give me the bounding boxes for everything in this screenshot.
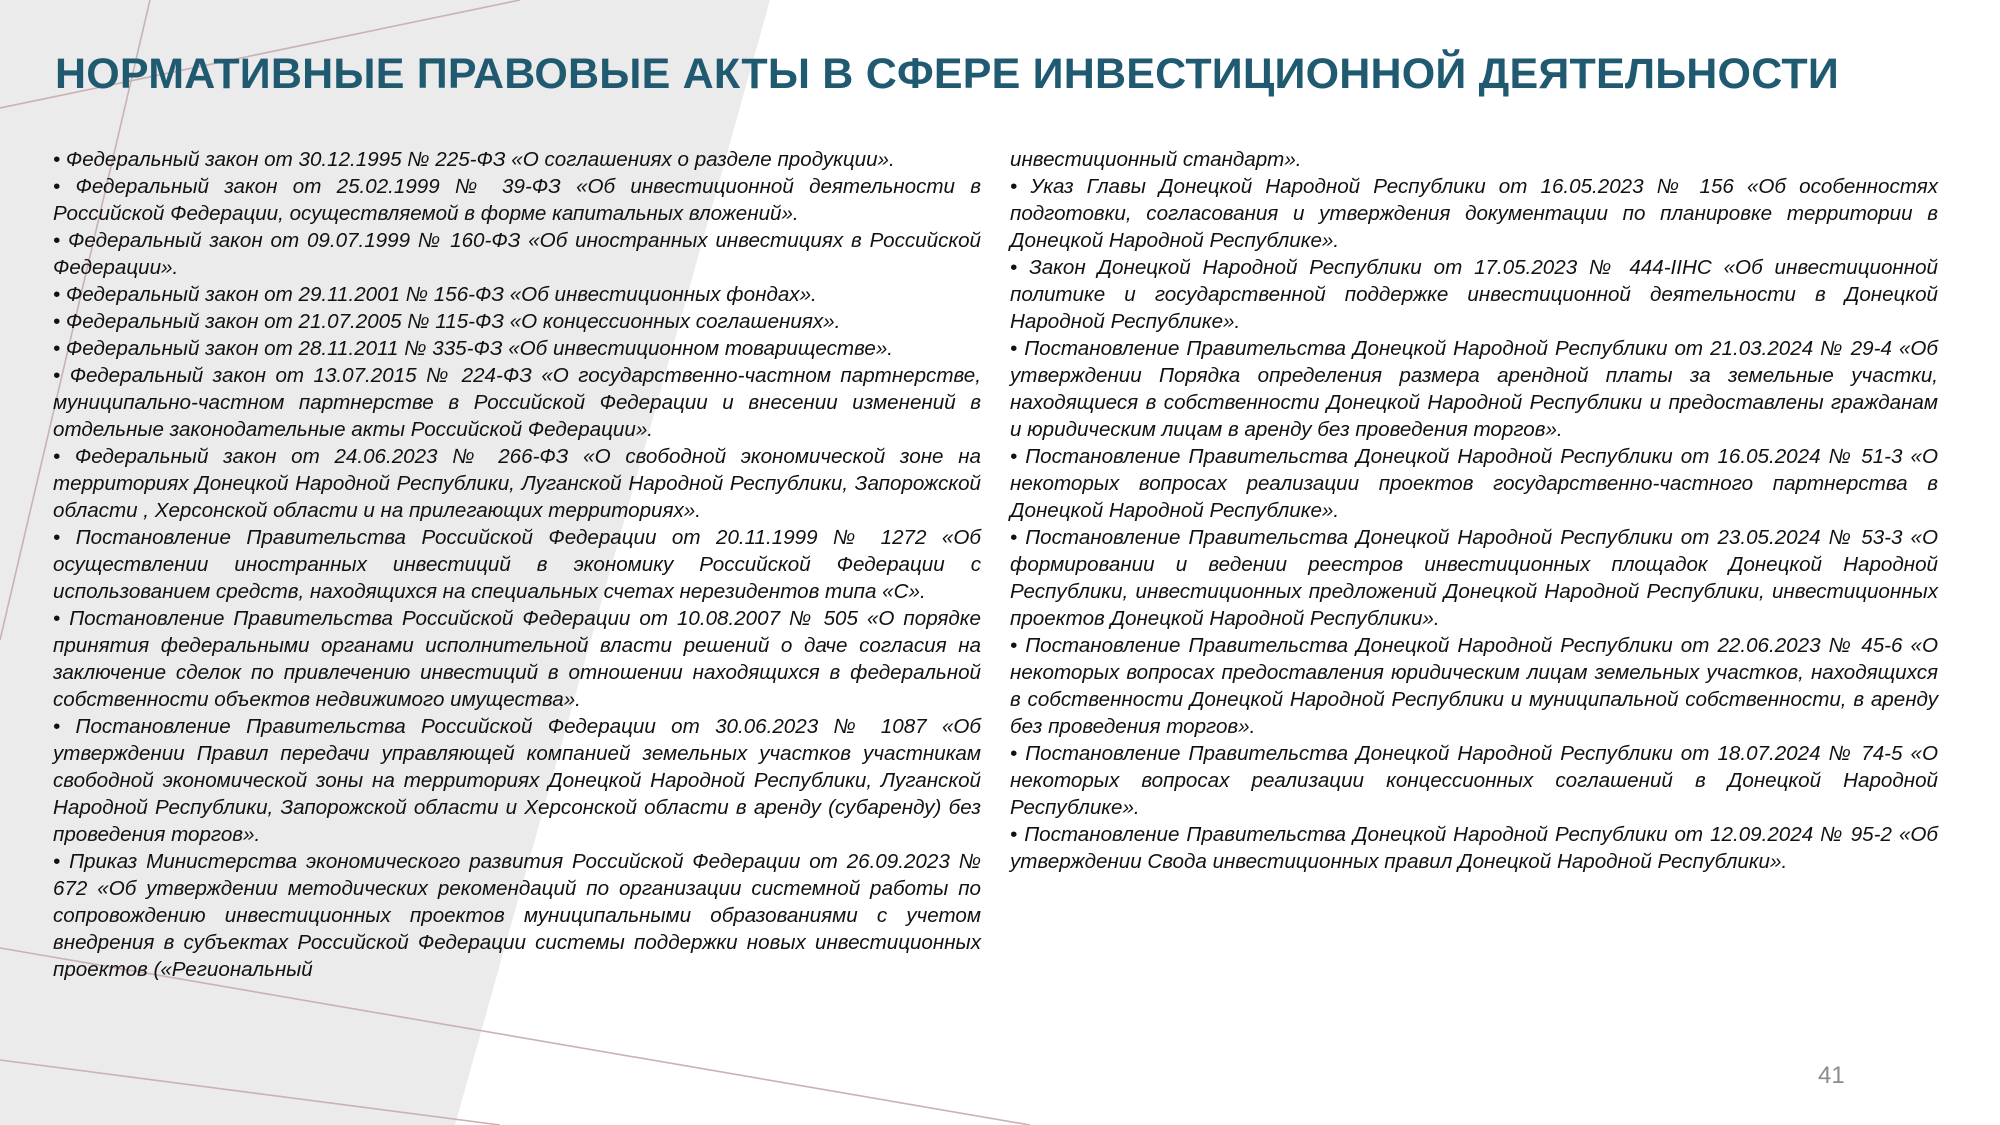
list-item: • Федеральный закон от 24.06.2023 № 266-ФЗ «О свободной экономической зоне на территориях Донецкой Народной Республики, Луганской Народной Республики, Запорожской области , Херсонской области и на прилегающих территориях». — [53, 445, 981, 522]
list-item: • Постановление Правительства Донецкой Народной Республики от 21.03.2024 № 29-4 «Об утверждении Порядка определения размера арендной платы за земельные участки, находящиеся в собственности Донецкой Народной Республики и предоставлены гражданам и юридическим лицам в аренду без проведения торгов». — [1010, 337, 1938, 441]
list-item: • Постановление Правительства Российской Федерации от 10.08.2007 № 505 «О порядке принятия федеральными органами исполнительной власти решений о даче согласия на заключение сделок по привлечению инвестиций в отношении находящихся в федеральной собственности объектов недвижимого имущества». — [53, 607, 981, 711]
list-item: • Федеральный закон от 13.07.2015 № 224-ФЗ «О государственно-частном партнерстве, муниципально-частном партнерстве в Российской Федерации и внесении изменений в отдельные законодательные акты Российской Федерации». — [53, 364, 981, 441]
right-column — [1010, 146, 1938, 875]
page-title: НОРМАТИВНЫЕ ПРАВОВЫЕ АКТЫ В СФЕРЕ ИНВЕСТИЦИОННОЙ ДЕЯТЕЛЬНОСТИ — [55, 50, 1839, 98]
list-item: • Федеральный закон от 09.07.1999 № 160-ФЗ «Об иностранных инвестициях в Российской Федерации». — [53, 229, 981, 279]
list-item-continuation: инвестиционный стандарт». — [1010, 148, 1302, 171]
list-item: • Приказ Министерства экономического развития Российской Федерации от 26.09.2023 № 672 «Об утверждении методических рекомендаций по организации системной работы по сопровождению инвестиционных проектов муниципальными образованиями с учетом внедрения в субъектах Российской Федерации системы поддержки новых инвестиционных проектов («Региональный — [53, 850, 981, 981]
list-item: • Постановление Правительства Российской Федерации от 20.11.1999 № 1272 «Об осуществлении иностранных инвестиций в экономику Российской Федерации с использованием средств, находящихся на специальных счетах нерезидентов типа «С». — [53, 526, 981, 603]
list-item: • Закон Донецкой Народной Республики от 17.05.2023 № 444-IIНС «Об инвестиционной политике и государственной поддержке инвестиционной деятельности в Донецкой Народной Республике». — [1010, 256, 1938, 333]
list-item: • Постановление Правительства Донецкой Народной Республики от 22.06.2023 № 45-6 «О некоторых вопросах предоставления юридическим лицам земельных участков, находящихся в собственности Донецкой Народной Республики и муниципальной собственности, в аренду без проведения торгов». — [1010, 634, 1938, 738]
list-item: • Федеральный закон от 30.12.1995 № 225-ФЗ «О соглашениях о разделе продукции». — [53, 148, 895, 171]
list-item: • Федеральный закон от 28.11.2011 № 335-ФЗ «Об инвестиционном товариществе». — [53, 337, 893, 360]
list-item: • Постановление Правительства Донецкой Народной Республики от 23.05.2024 № 53-3 «О формировании и ведении реестров инвестиционных площадок Донецкой Народной Республики, инвестиционных предложений Донецкой Народной Республики, инвестиционных проектов Донецкой Народной Республики». — [1010, 526, 1938, 630]
list-item: • Постановление Правительства Донецкой Народной Республики от 16.05.2024 № 51-3 «О некоторых вопросах реализации проектов государственно-частного партнерства в Донецкой Народной Республике». — [1010, 445, 1938, 522]
list-item: • Федеральный закон от 25.02.1999 № 39-ФЗ «Об инвестиционной деятельности в Российской Федерации, осуществляемой в форме капитальных вложений». — [53, 175, 981, 225]
list-item: • Федеральный закон от 21.07.2005 № 115-ФЗ «О концессионных соглашениях». — [53, 310, 841, 333]
list-item: • Указ Главы Донецкой Народной Республики от 16.05.2023 № 156 «Об особенностях подготовки, согласования и утверждения документации по планировке территории в Донецкой Народной Республике». — [1010, 175, 1938, 252]
list-item: • Федеральный закон от 29.11.2001 № 156-ФЗ «Об инвестиционных фондах». — [53, 283, 817, 306]
page-number: 41 — [1818, 1062, 1845, 1089]
list-item: • Постановление Правительства Донецкой Народной Республики от 12.09.2024 № 95-2 «Об утверждении Свода инвестиционных правил Донецкой Народной Республики». — [1010, 823, 1938, 873]
list-item: • Постановление Правительства Российской Федерации от 30.06.2023 № 1087 «Об утверждении Правил передачи управляющей компанией земельных участков участникам свободной экономической зоны на территориях Донецкой Народной Республики, Луганской Народной Республики, Запорожской области и Херсонской области в аренду (субаренду) без проведения торгов». — [53, 715, 981, 846]
left-column — [53, 146, 981, 983]
list-item: • Постановление Правительства Донецкой Народной Республики от 18.07.2024 № 74-5 «О некоторых вопросах реализации концессионных соглашений в Донецкой Народной Республике». — [1010, 742, 1938, 819]
